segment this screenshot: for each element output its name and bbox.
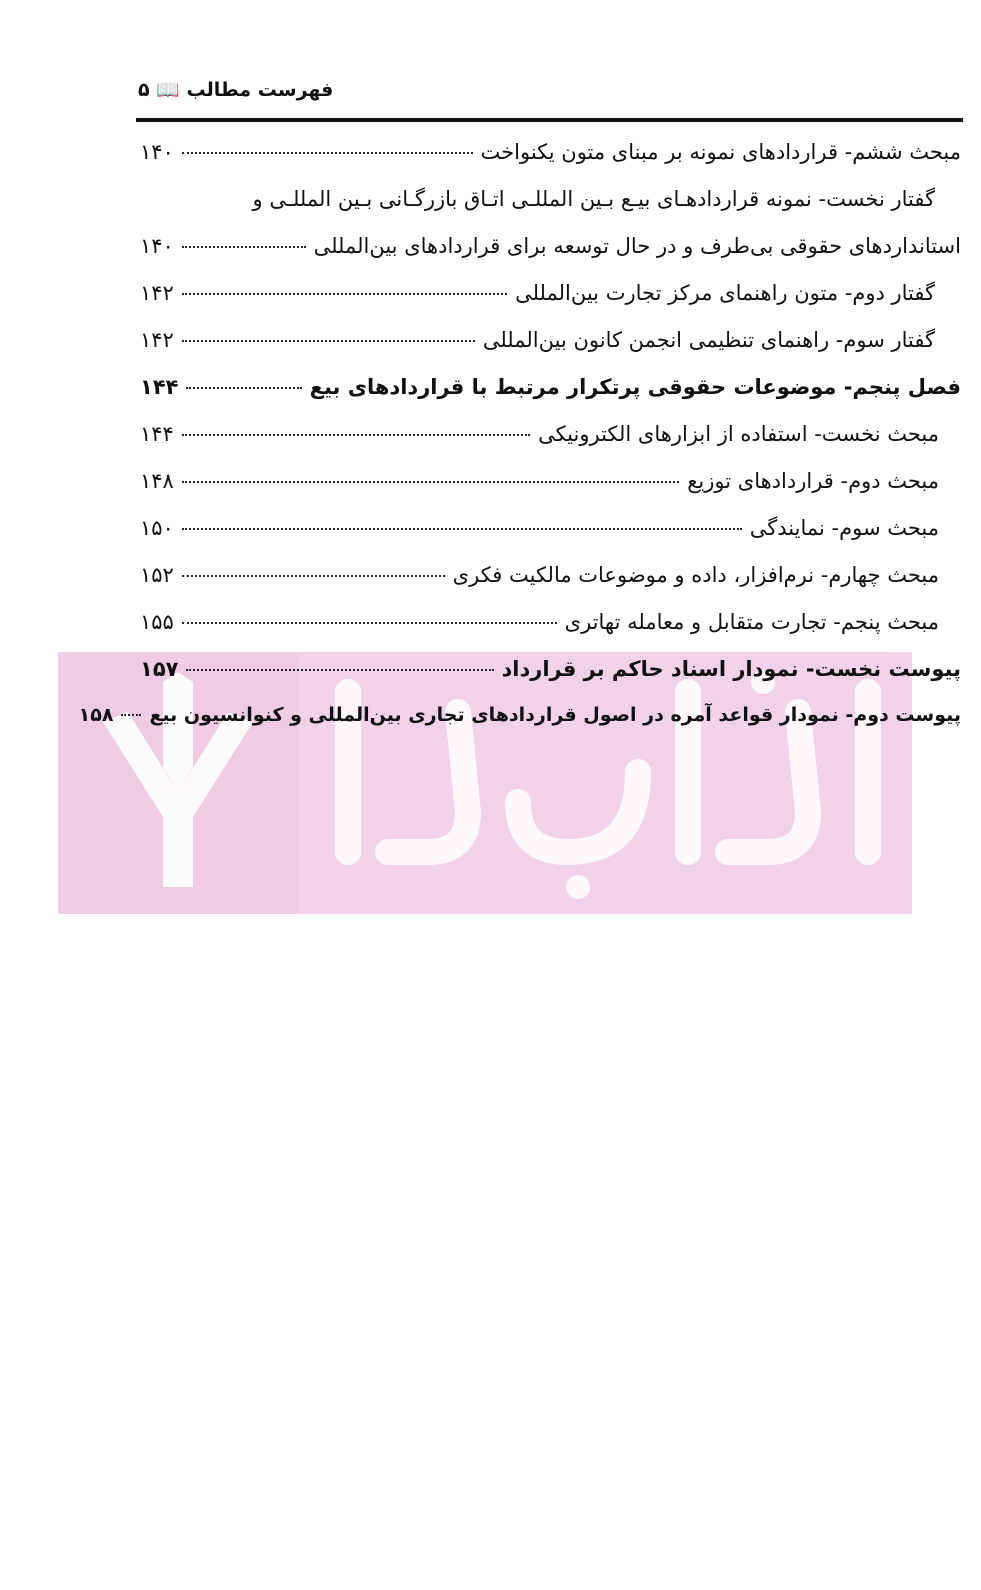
toc-entry-title: مبحث ششم- قراردادهای نمونه بر مبنای متون یکنواخت — [480, 140, 961, 164]
toc-entry-page: ۱۴۸ — [140, 469, 174, 493]
toc-entry — [140, 563, 961, 610]
toc-entry-page: ۱۵۷ — [140, 657, 179, 681]
toc-entry-title: گفتار سوم- راهنمای تنظیمی انجمن کانون بین‌المللی — [482, 328, 935, 352]
toc-entry-page: ۱۵۵ — [140, 610, 174, 634]
toc-leader-dots — [182, 293, 507, 295]
toc-entry-page: ۱۴۴ — [140, 375, 179, 399]
toc-entry-title: گفتار نخست- نمونه قراردادهـای بیـع بـین المللـی اتـاق بازرگـانی بـین المللـی و — [252, 187, 935, 211]
toc-entry — [140, 610, 961, 657]
table-of-contents — [78, 140, 961, 751]
toc-leader-dots — [182, 340, 475, 342]
toc-entry — [140, 281, 961, 328]
toc-leader-dots — [182, 152, 473, 154]
page-header — [138, 72, 961, 112]
toc-leader-dots — [182, 481, 679, 483]
toc-entry-title: گفتار دوم- متون راهنمای مرکز تجارت بین‌المللی — [515, 281, 935, 305]
toc-leader-dots — [182, 622, 557, 624]
toc-entry — [140, 234, 961, 281]
toc-entry-title: پیوست نخست- نمودار اسناد حاکم بر قرارداد — [501, 657, 961, 681]
toc-entry-title: مبحث پنجم- تجارت متقابل و معامله تهاتری — [564, 610, 939, 634]
toc-entry-title: پیوست دوم- نمودار قواعد آمره در اصول قراردادهای تجاری بین‌المللی و کنوانسیون بیع — [149, 704, 961, 726]
toc-entry-page: ۱۵۸ — [78, 704, 114, 726]
toc-leader-dots — [182, 246, 306, 248]
toc-entry-page: ۱۴۰ — [140, 234, 174, 258]
toc-entry-title: مبحث چهارم- نرم‌افزار، داده و موضوعات مالکیت فکری — [452, 563, 939, 587]
toc-entry — [140, 328, 961, 375]
toc-entry-page: ۱۵۲ — [140, 563, 174, 587]
toc-entry-page: ۱۴۰ — [140, 140, 174, 164]
toc-entry-title: استانداردهای حقوقی بی‌طرف و در حال توسعه برای قراردادهای بین‌المللی — [313, 234, 961, 258]
header-rule — [136, 118, 963, 122]
toc-leader-dots — [186, 387, 301, 389]
toc-entry — [140, 469, 961, 516]
toc-entry — [140, 422, 961, 469]
toc-entry-page: ۱۴۲ — [140, 281, 174, 305]
toc-entry-page: ۱۴۴ — [140, 422, 174, 446]
toc-entry — [140, 187, 961, 234]
toc-leader-dots — [182, 575, 445, 577]
toc-leader-dots — [121, 714, 141, 716]
toc-entry-title: مبحث نخست- استفاده از ابزارهای الکترونیکی — [538, 422, 939, 446]
running-header-title: فهرست مطالب 📖 ۵ — [138, 79, 334, 101]
toc-entry — [140, 516, 961, 563]
toc-leader-dots — [186, 669, 493, 671]
toc-entry-title: مبحث دوم- قراردادهای توزیع — [687, 469, 939, 493]
toc-chapter-entry — [140, 375, 961, 422]
toc-appendix-entry — [140, 657, 961, 704]
toc-entry-title: مبحث سوم- نمایندگی — [749, 516, 939, 540]
toc-entry — [140, 140, 961, 187]
toc-leader-dots — [182, 434, 530, 436]
toc-appendix-entry — [78, 704, 961, 751]
toc-entry-page: ۱۵۰ — [140, 516, 174, 540]
toc-entry-title: فصل پنجم- موضوعات حقوقی پرتکرار مرتبط با قراردادهای بیع — [309, 375, 961, 399]
toc-leader-dots — [182, 528, 742, 530]
toc-entry-page: ۱۴۲ — [140, 328, 174, 352]
